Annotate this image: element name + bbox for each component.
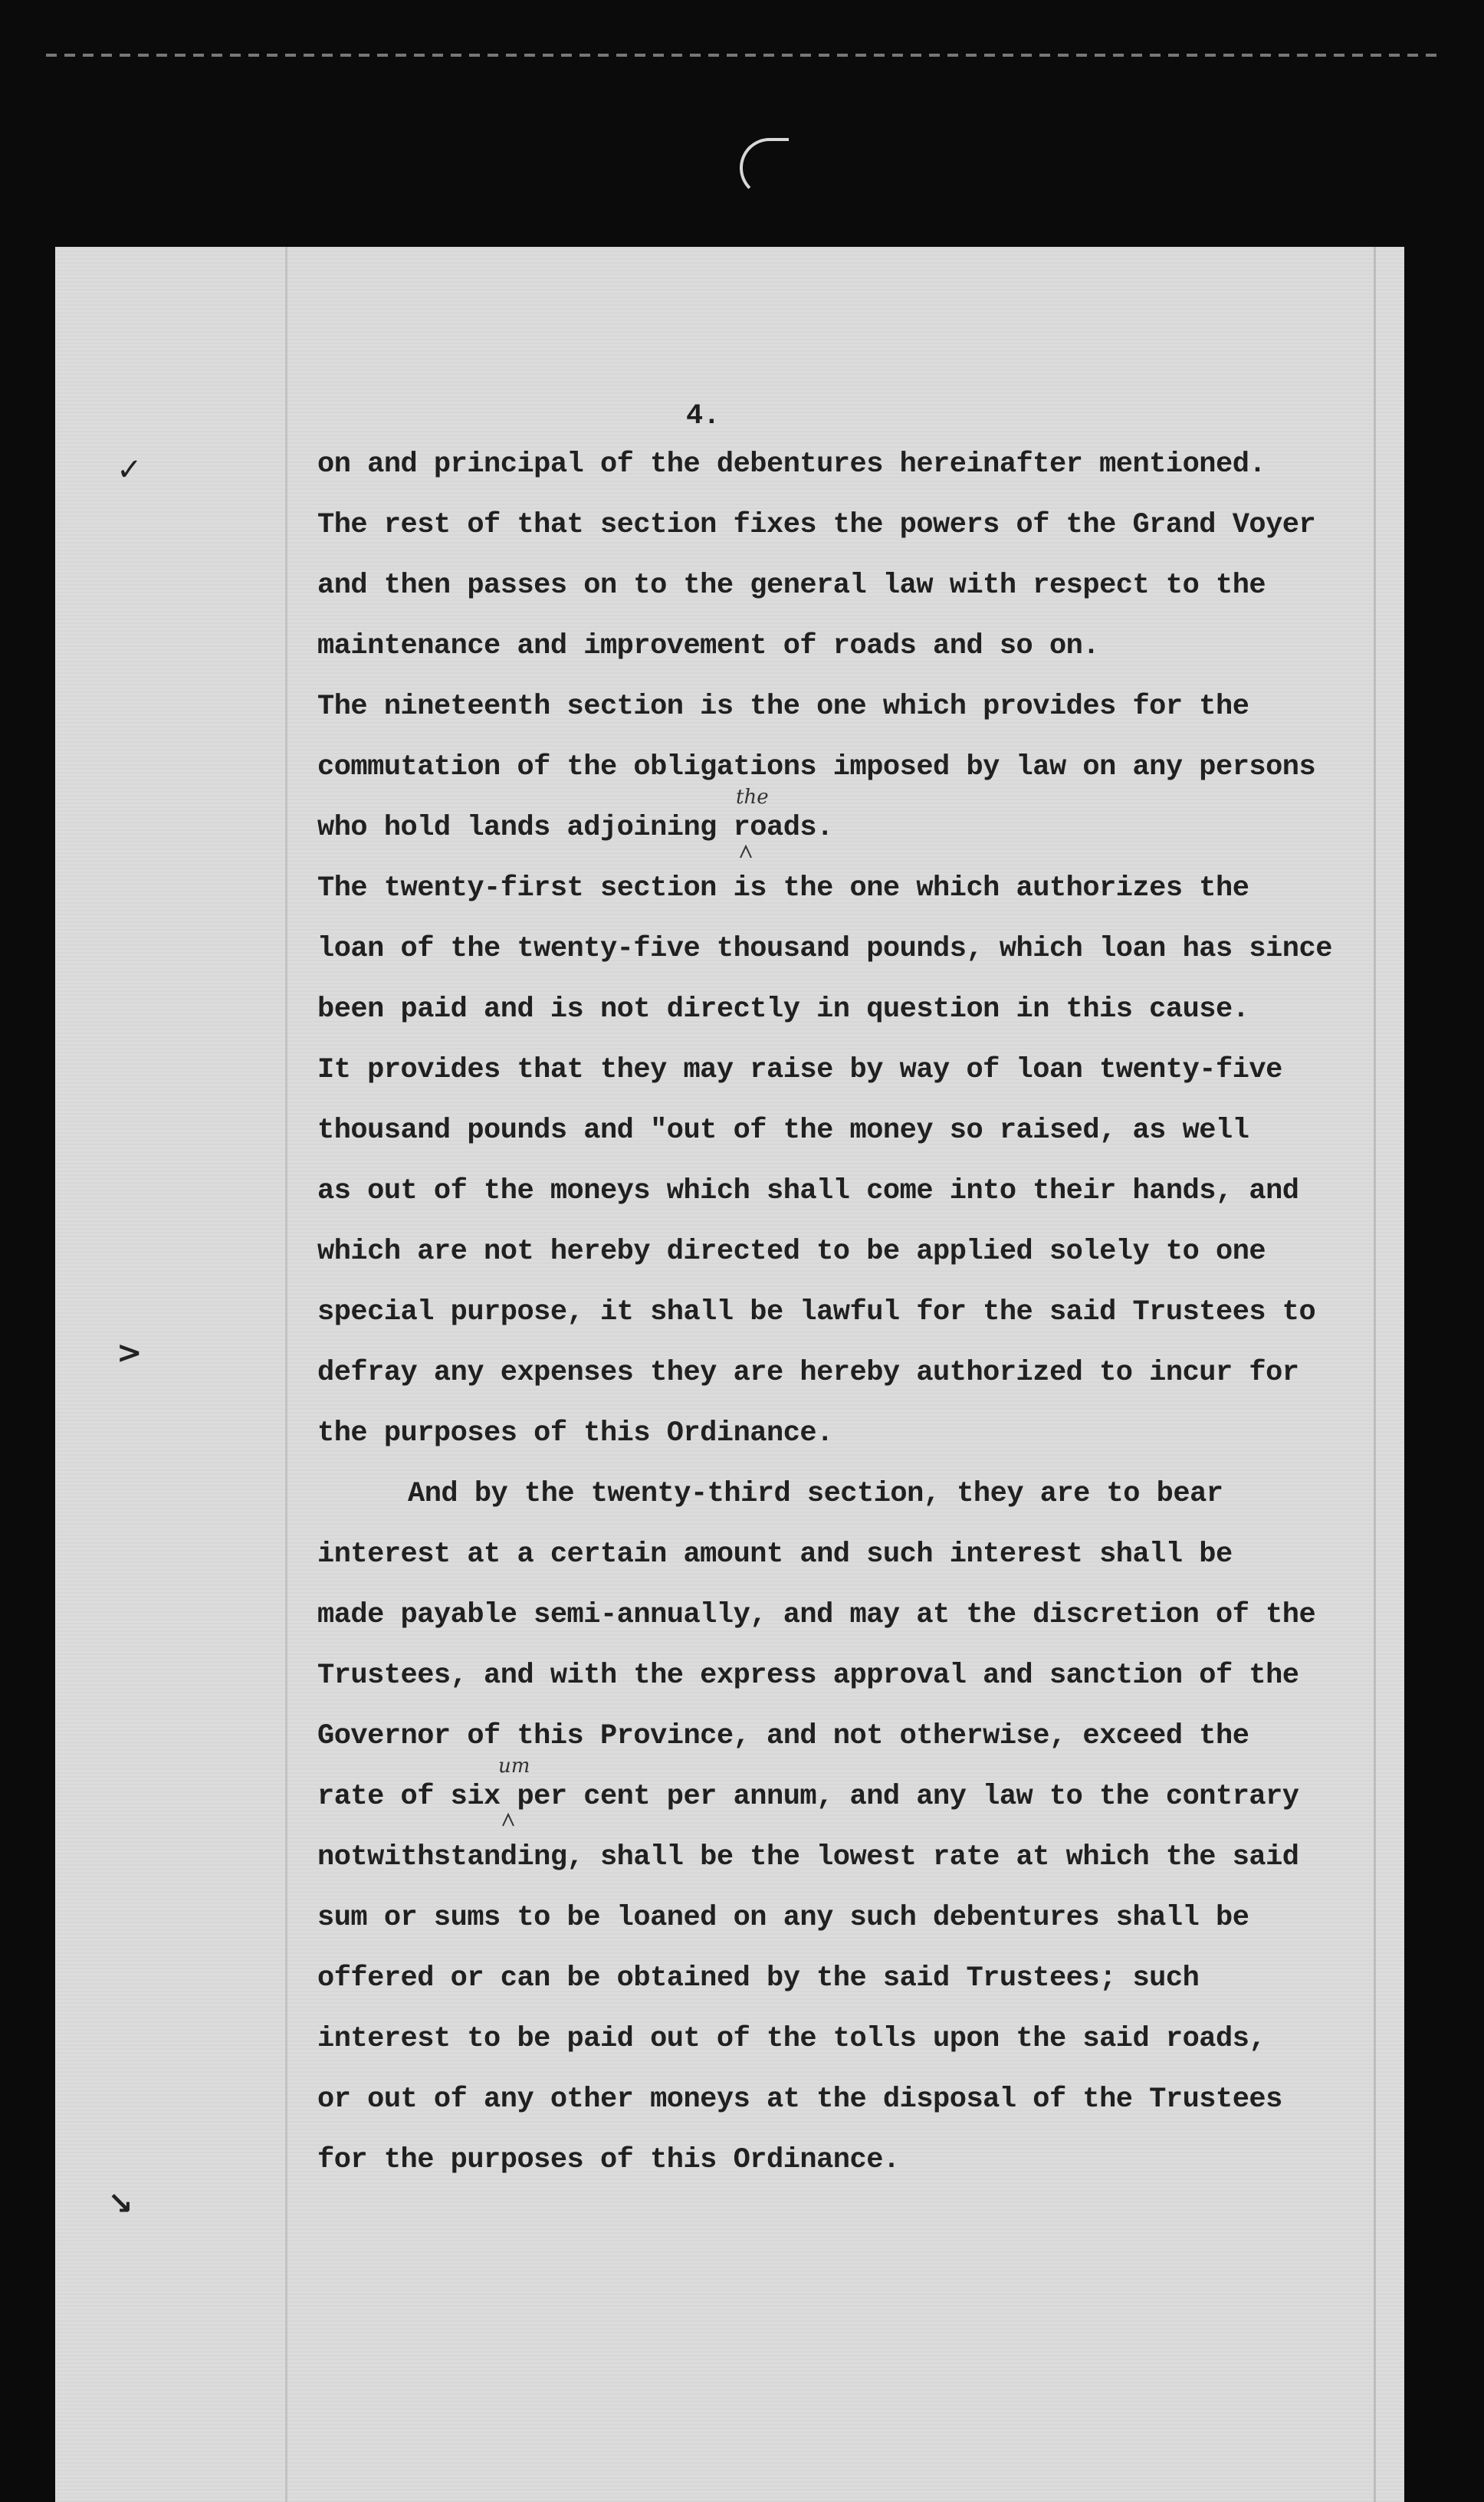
text-line: sum or sums to be loaned on any such debentures shall be [317,1902,1249,1934]
text-line: for the purposes of this Ordinance. [317,2144,900,2176]
insertion-caret [739,845,753,859]
page-number: 4. [686,400,721,432]
text-line: been paid and is not directly in question in this cause. [317,993,1249,1026]
text-line: which are not hereby directed to be applied solely to one [317,1236,1266,1268]
text-line: notwithstanding, shall be the lowest rate at which the said [317,1841,1299,1873]
insertion-caret [501,1813,515,1827]
text-line: or out of any other moneys at the disposal of the Trustees [317,2083,1282,2116]
text-line: Trustees, and with the express approval and sanction of the [317,1660,1299,1692]
text-line: It provides that they may raise by way of loan twenty-five [317,1054,1282,1086]
text-line: made payable semi-annually, and may at the discretion of the [317,1599,1316,1631]
text-line: rate of six per cent per annum, and any law to the contrary [317,1781,1299,1813]
text-line: and then passes on to the general law with respect to the [317,570,1266,602]
document-page [55,247,1404,2502]
text-line: offered or can be obtained by the said Trustees; such [317,1962,1200,1995]
text-line: The twenty-first section is the one which authorizes the [317,872,1249,905]
margin-line [285,247,287,2502]
text-line: defray any expenses they are hereby authorized to incur for [317,1357,1299,1389]
text-line: maintenance and improvement of roads and so on. [317,630,1100,662]
margin-tick-mark: > [117,1335,143,1371]
handwritten-mark-top [740,138,789,198]
margin-tick-mark: ↘ [107,2186,133,2221]
text-line: The nineteenth section is the one which provides for the [317,691,1249,723]
text-line: special purpose, it shall be lawful for the said Trustees to [317,1296,1316,1328]
text-line: who hold lands adjoining roads. [317,812,833,844]
text-line: loan of the twenty-five thousand pounds, which loan has since [317,933,1332,965]
text-line-indented: And by the twenty-third section, they are to bear [408,1478,1223,1510]
text-line: Governor of this Province, and not otherwise, exceed the [317,1720,1249,1752]
typed-body [317,435,1332,2191]
handwritten-insertion-um: um [498,1755,530,1778]
page-edge-line [1374,247,1376,2502]
text-line: interest at a certain amount and such interest shall be [317,1538,1233,1571]
handwritten-insertion-the: the [736,786,769,809]
text-line: interest to be paid out of the tolls upon the said roads, [317,2023,1266,2055]
text-line: thousand pounds and "out of the money so raised, as well [317,1115,1249,1147]
text-line: commutation of the obligations imposed by law on any persons [317,751,1316,783]
margin-tick-mark: ✓ [117,452,143,488]
text-line: the purposes of this Ordinance. [317,1417,833,1450]
text-line: as out of the moneys which shall come into their hands, and [317,1175,1299,1207]
scan-border-dashes [46,54,1441,57]
text-line: on and principal of the debentures hereinafter mentioned. [317,448,1266,481]
text-line: The rest of that section fixes the powers of the Grand Voyer [317,509,1316,541]
